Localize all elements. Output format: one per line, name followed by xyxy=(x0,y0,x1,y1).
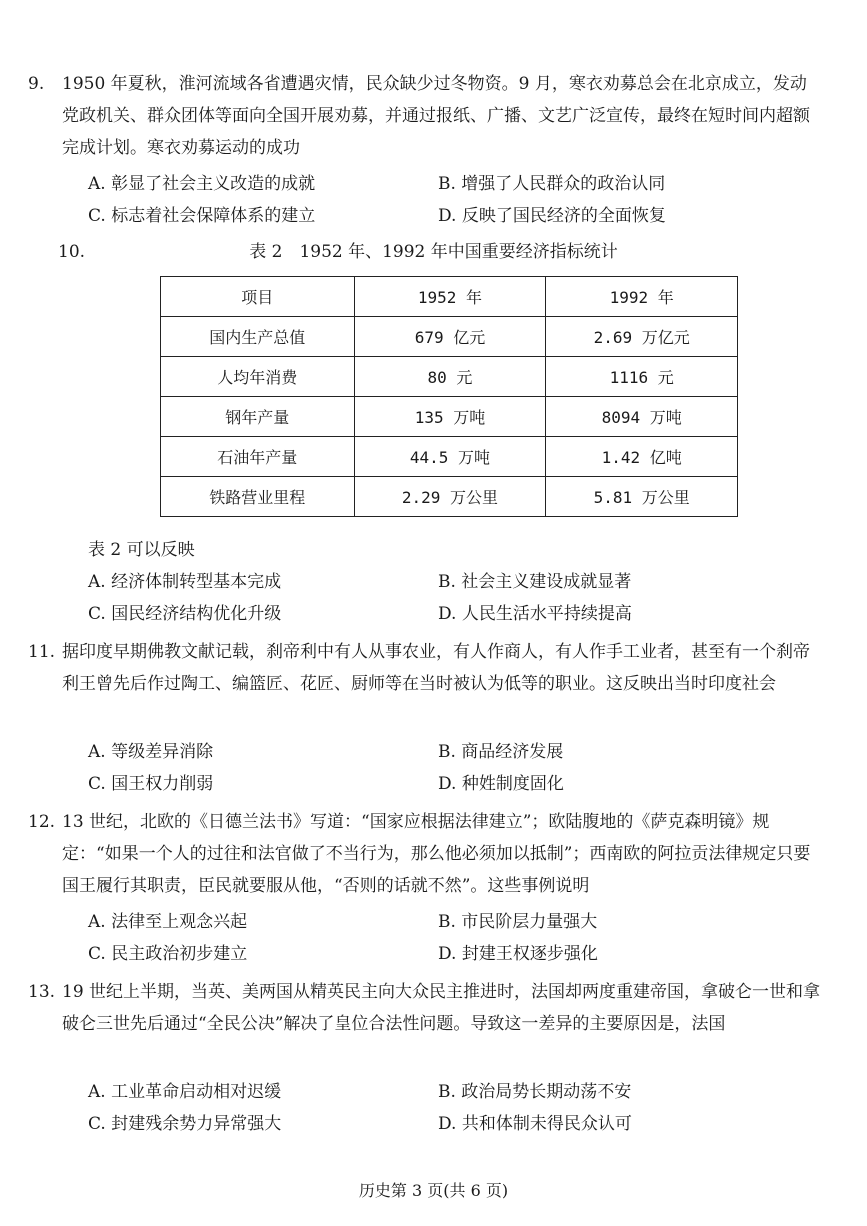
option-a[interactable]: A. 经济体制转型基本完成 xyxy=(88,572,282,592)
question-12-stem xyxy=(28,806,822,902)
question-11-stem xyxy=(28,636,822,700)
option-b[interactable]: B. 增强了人民群众的政治认同 xyxy=(438,174,666,194)
table-header: 项目 xyxy=(161,277,355,317)
table-row xyxy=(161,477,738,517)
question-13-stem xyxy=(28,976,822,1040)
table-cell: 钢年产量 xyxy=(161,397,355,437)
question-11-text: 据印度早期佛教文献记载，刹帝利中有人从事农业，有人作商人，有人作手工业者，甚至有一个刹帝利王曾先后作过陶工、编篮匠、花匠、厨师等在当时被认为低等的职业。这反映出当时印度社会 xyxy=(62,642,810,694)
question-9-number: 9. xyxy=(28,74,45,94)
table-cell: 8094 万吨 xyxy=(546,397,738,437)
option-d[interactable]: D. 反映了国民经济的全面恢复 xyxy=(438,206,666,226)
table-row xyxy=(161,317,738,357)
question-9-text: 1950 年夏秋，淮河流域各省遭遇灾情，民众缺少过冬物资。9 月，寒衣劝募总会在北京成立，发动党政机关、群众团体等面向全国开展劝募，并通过报纸、广播、文艺广泛宣传，最终在短时间内超额完成计划。寒衣劝募运动的成功 xyxy=(62,74,810,158)
table-header: 1952 年 xyxy=(354,277,546,317)
table-header-row xyxy=(161,277,738,317)
question-12-options xyxy=(88,906,788,970)
question-9-options xyxy=(88,168,788,232)
table-cell: 44.5 万吨 xyxy=(354,437,546,477)
question-13-number: 13. xyxy=(28,982,56,1002)
option-c[interactable]: C. 民主政治初步建立 xyxy=(88,944,248,964)
option-b[interactable]: B. 市民阶层力量强大 xyxy=(438,912,598,932)
option-c[interactable]: C. 标志着社会保障体系的建立 xyxy=(88,206,316,226)
table-header: 1992 年 xyxy=(546,277,738,317)
table-cell: 人均年消费 xyxy=(161,357,355,397)
option-a[interactable]: A. 工业革命启动相对迟缓 xyxy=(88,1082,282,1102)
table-cell: 铁路营业里程 xyxy=(161,477,355,517)
table-cell: 1116 元 xyxy=(546,357,738,397)
table-cell: 135 万吨 xyxy=(354,397,546,437)
question-13-options xyxy=(88,1076,788,1140)
question-11-options xyxy=(88,736,788,800)
question-12-text: 13 世纪，北欧的《日德兰法书》写道：“国家应根据法律建立”；欧陆腹地的《萨克森明镜》规定：“如果一个人的过往和法官做了不当行为，那么他必须加以抵制”；西南欧的阿拉贡法律规定只要国王履行其职责，臣民就要服从他，“否则的话就不然”。这些事例说明 xyxy=(62,812,811,896)
option-a[interactable]: A. 法律至上观念兴起 xyxy=(88,912,248,932)
table-cell: 679 亿元 xyxy=(354,317,546,357)
table-row xyxy=(161,397,738,437)
page-footer: 历史第 3 页(共 6 页) xyxy=(358,1181,509,1200)
table-row xyxy=(161,357,738,397)
table-cell: 1.42 亿吨 xyxy=(546,437,738,477)
option-d[interactable]: D. 封建王权逐步强化 xyxy=(438,944,598,964)
question-11-number: 11. xyxy=(28,642,56,662)
option-b[interactable]: B. 社会主义建设成就显著 xyxy=(438,572,632,592)
option-b[interactable]: B. 商品经济发展 xyxy=(438,742,564,762)
question-12-number: 12. xyxy=(28,812,56,832)
question-9-stem xyxy=(28,68,822,164)
option-a[interactable]: A. 等级差异消除 xyxy=(88,742,214,762)
table-cell: 2.29 万公里 xyxy=(354,477,546,517)
question-10-text: 表 2 可以反映 xyxy=(88,540,195,560)
question-13-text: 19 世纪上半期，当英、美两国从精英民主向大众民主推进时，法国却两度重建帝国，拿破仑一世和拿破仑三世先后通过“全民公决”解决了皇位合法性问题。导致这一差异的主要原因是，法国 xyxy=(62,982,821,1034)
option-d[interactable]: D. 共和体制未得民众认可 xyxy=(438,1114,632,1134)
table-cell: 2.69 万亿元 xyxy=(546,317,738,357)
question-10-options xyxy=(88,566,788,630)
economic-indicators-table xyxy=(160,276,738,517)
table-row xyxy=(161,437,738,477)
option-d[interactable]: D. 人民生活水平持续提高 xyxy=(438,604,632,624)
option-b[interactable]: B. 政治局势长期动荡不安 xyxy=(438,1082,632,1102)
table-cell: 80 元 xyxy=(354,357,546,397)
table-cell: 石油年产量 xyxy=(161,437,355,477)
question-10-number: 10. xyxy=(58,242,86,262)
table-cell: 国内生产总值 xyxy=(161,317,355,357)
option-d[interactable]: D. 种姓制度固化 xyxy=(438,774,564,794)
table-caption: 表 2 1952 年、1992 年中国重要经济指标统计 xyxy=(249,242,618,262)
option-c[interactable]: C. 封建残余势力异常强大 xyxy=(88,1114,282,1134)
option-c[interactable]: C. 国王权力削弱 xyxy=(88,774,214,794)
option-a[interactable]: A. 彰显了社会主义改造的成就 xyxy=(88,174,316,194)
option-c[interactable]: C. 国民经济结构优化升级 xyxy=(88,604,282,624)
table-cell: 5.81 万公里 xyxy=(546,477,738,517)
